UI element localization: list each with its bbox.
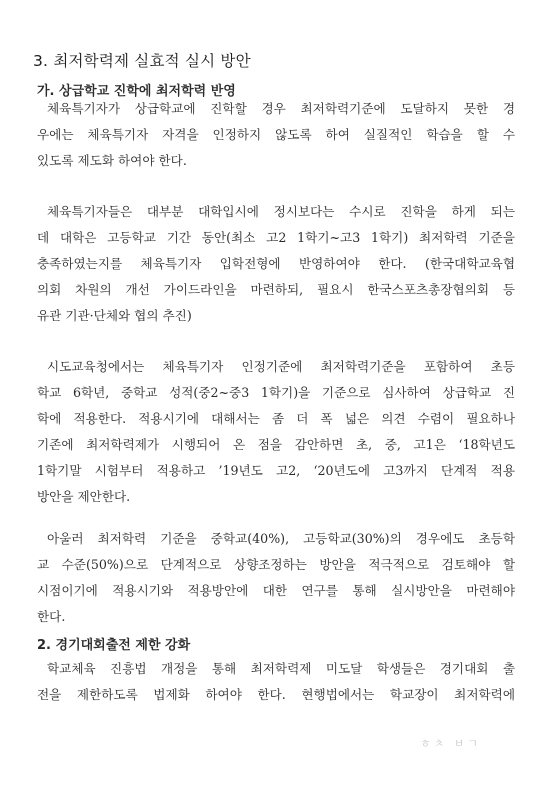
faded-watermark: ㅎㅊ ㅂㄱ xyxy=(420,737,482,750)
paragraph xyxy=(37,199,515,329)
paragraph-line: 전을 제한하도록 법제화 하여야 한다. 현행법에서는 학교장이 최저학력에 xyxy=(37,687,515,702)
paragraph-line: 의회 차원의 개선 가이드라인을 마련하되, 필요시 한국스포츠총장협의회 등 xyxy=(37,282,515,297)
subsection-title: 2. 경기대회출전 제한 강화 xyxy=(37,638,191,653)
paragraph-line: 유관 기관·단체와 협의 추진) xyxy=(37,308,192,323)
paragraph-line: 학교체육 진흥법 개정을 통해 최저학력제 미도달 학생들은 경기대회 출 xyxy=(47,661,515,676)
paragraph xyxy=(37,656,515,708)
paragraph-line: 아울러 최저학력 기준을 중학교(40%), 고등학교(30%)의 경우에도 초등학 xyxy=(47,531,515,546)
section-title: 3. 최저학력제 실효적 실시 방안 xyxy=(33,52,251,70)
paragraph-line: 충족하였는지를 체육특기자 입학전형에 반영하여야 한다. (한국대학교육협 xyxy=(37,256,515,271)
subsection-title: 가. 상급학교 진학에 최저학력 반영 xyxy=(37,84,236,99)
paragraph-line: 데 대학은 고등학교 기간 동안(최소 고2 1학기~고3 1학기) 최저학력 기준을 xyxy=(37,230,515,245)
paragraph-line: 체육특기자들은 대부분 대학입시에 정시보다는 수시로 진학을 하게 되는 xyxy=(47,204,515,219)
paragraph-line: 한다. xyxy=(37,609,66,624)
paragraph-line: 시점이기에 적용시기와 적용방안에 대한 연구를 통해 실시방안을 마련해야 xyxy=(37,583,515,598)
paragraph-line: 있도록 제도화 하여야 한다. xyxy=(37,153,187,168)
paragraph-line: 교 수준(50%)으로 단계적으로 상향조정하는 방안을 적극적으로 검토해야 할 xyxy=(37,557,515,572)
paragraph xyxy=(37,354,515,510)
paragraph-line: 기존에 최저학력제가 시행되어 온 점을 감안하면 초, 중, 고1은 ‘18학년도 xyxy=(37,437,515,452)
paragraph-line: 방안을 제안한다. xyxy=(37,489,131,504)
paragraph-line: 학교 6학년, 중학교 성적(중2~중3 1학기)을 기준으로 심사하여 상급학교 진 xyxy=(37,385,515,400)
paragraph xyxy=(37,96,515,174)
paragraph xyxy=(37,526,515,630)
paragraph-line: 시도교육청에서는 체육특기자 인정기준에 최저학력기준을 포함하여 초등 xyxy=(47,359,515,374)
paragraph-line: 1학기말 시험부터 적용하고 ’19년도 고2, ‘20년도에 고3까지 단계적 적용 xyxy=(37,463,515,478)
paragraph-line: 체육특기자가 상급학교에 진학할 경우 최저학력기준에 도달하지 못한 경 xyxy=(47,101,515,116)
paragraph-line: 학에 적용한다. 적용시기에 대해서는 좀 더 폭 넓은 의견 수렴이 필요하나 xyxy=(37,411,515,426)
paragraph-line: 우에는 체육특기자 자격을 인정하지 않도록 하여 실질적인 학습을 할 수 xyxy=(37,127,515,142)
